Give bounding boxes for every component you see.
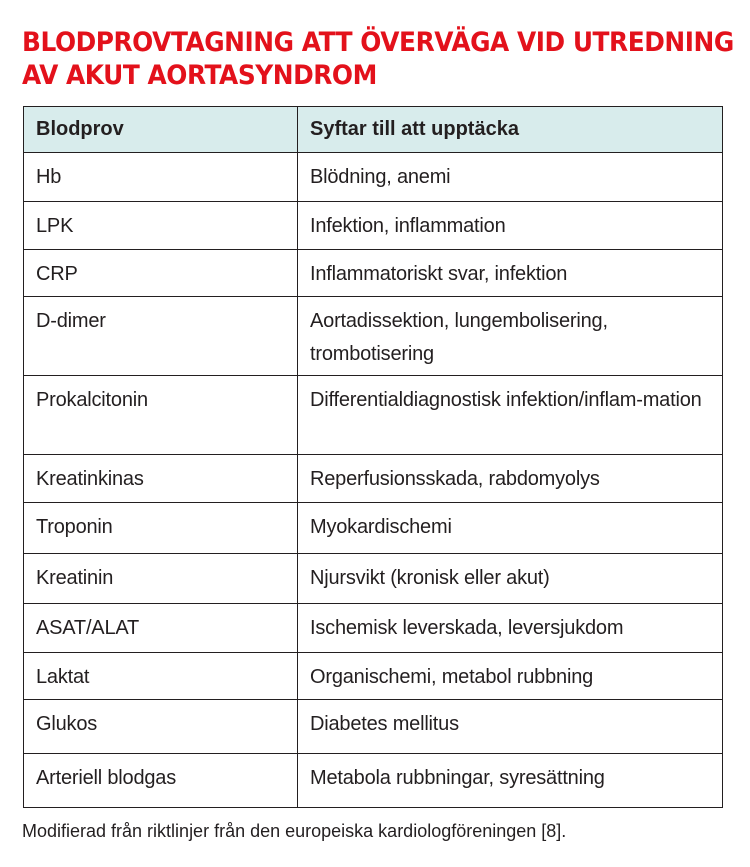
test-name-cell: Kreatinin <box>24 554 298 604</box>
test-name-cell: Troponin <box>24 503 298 554</box>
test-name-cell: Glukos <box>24 700 298 754</box>
source-footnote: Modifierad från riktlinjer från den europeiska kardiologföreningen [8]. <box>22 821 567 841</box>
test-name-cell: D-dimer <box>24 297 298 376</box>
test-name-cell: Kreatinkinas <box>24 455 298 503</box>
purpose-cell: Metabola rubbningar, syresättning <box>298 754 723 808</box>
table-row <box>24 700 723 754</box>
purpose-cell: Myokardischemi <box>298 503 723 554</box>
test-name-cell: CRP <box>24 250 298 297</box>
table-row <box>24 250 723 297</box>
purpose-cell: Njursvikt (kronisk eller akut) <box>298 554 723 604</box>
purpose-cell: Reperfusionsskada, rabdomyolys <box>298 455 723 503</box>
title-line-2: AV AKUT AORTASYNDROM <box>22 60 377 91</box>
test-name-cell: ASAT/ALAT <box>24 604 298 653</box>
table-header-row <box>24 107 723 153</box>
purpose-cell: Infektion, inflammation <box>298 202 723 250</box>
table-row <box>24 754 723 808</box>
purpose-cell: Inflammatoriskt svar, infektion <box>298 250 723 297</box>
page-title <box>22 26 734 92</box>
test-name-cell: Laktat <box>24 653 298 700</box>
table-row <box>24 202 723 250</box>
test-name-cell: LPK <box>24 202 298 250</box>
table-row <box>24 604 723 653</box>
purpose-cell: Organischemi, metabol rubbning <box>298 653 723 700</box>
purpose-cell: Ischemisk leverskada, leversjukdom <box>298 604 723 653</box>
purpose-cell: Diabetes mellitus <box>298 700 723 754</box>
blood-test-table <box>23 106 723 808</box>
column-header-blodprov: Blodprov <box>24 107 298 153</box>
purpose-cell: Aortadissektion, lungembolisering, trombotisering <box>298 297 723 376</box>
table-row <box>24 153 723 202</box>
table-row <box>24 376 723 455</box>
table-row <box>24 455 723 503</box>
table-row <box>24 554 723 604</box>
test-name-cell: Hb <box>24 153 298 202</box>
table-row <box>24 297 723 376</box>
title-line-1: BLODPROVTAGNING ATT ÖVERVÄGA VID UTREDNING <box>22 27 734 58</box>
purpose-cell: Differentialdiagnostisk infektion/inflam-mation <box>298 376 723 455</box>
purpose-cell: Blödning, anemi <box>298 153 723 202</box>
column-header-syfte: Syftar till att upptäcka <box>298 107 723 153</box>
test-name-cell: Prokalcitonin <box>24 376 298 455</box>
test-name-cell: Arteriell blodgas <box>24 754 298 808</box>
table-row <box>24 503 723 554</box>
table-row <box>24 653 723 700</box>
